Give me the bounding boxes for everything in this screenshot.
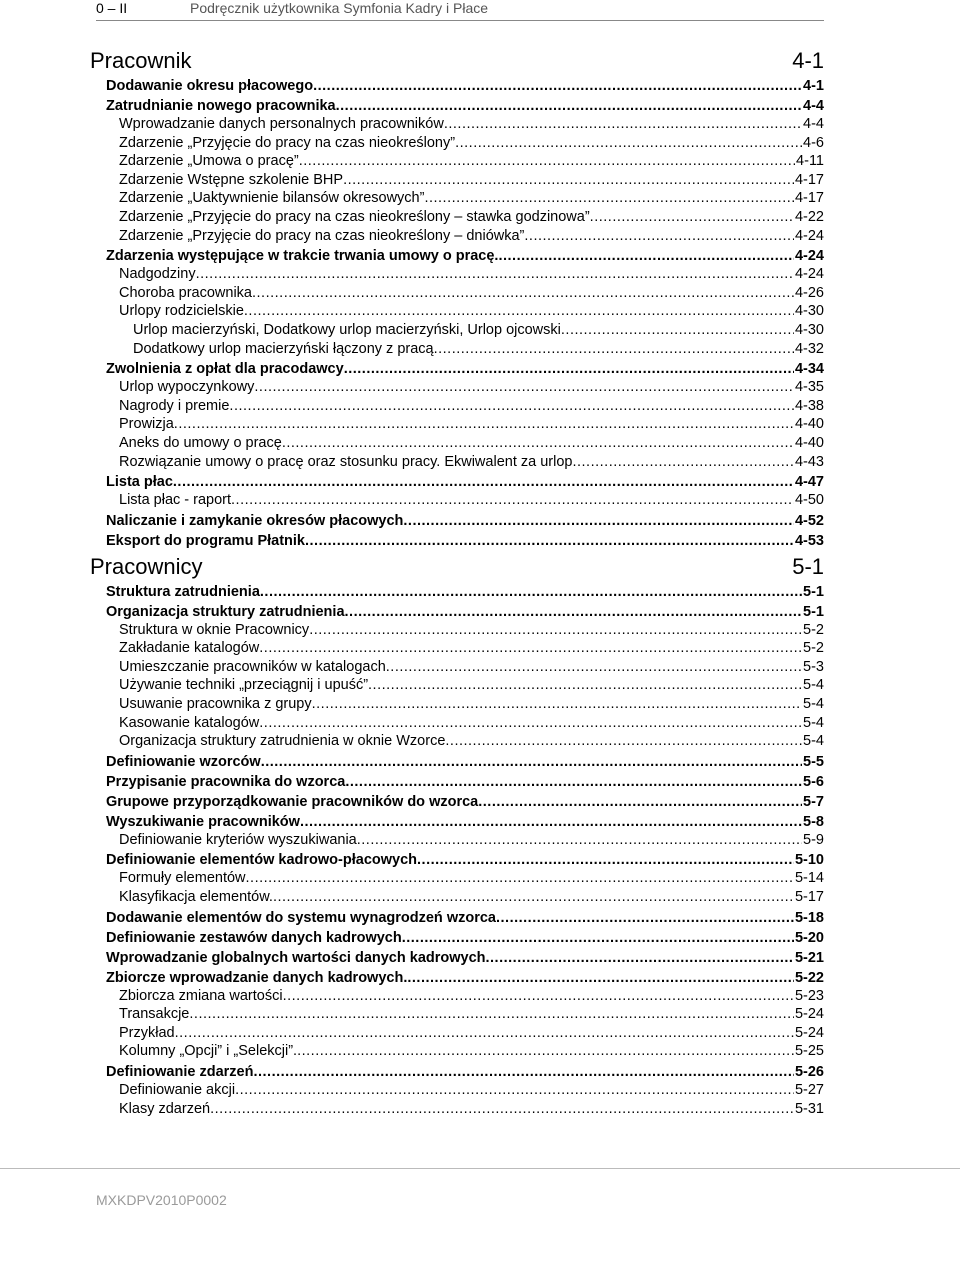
toc-entry-page: 5-8 (803, 813, 824, 830)
toc-dot-leader (254, 378, 794, 397)
toc-entry-title: Dodatkowy urlop macierzyński łączony z pracą (133, 340, 434, 357)
toc-dot-leader (345, 604, 803, 621)
toc-dot-leader (229, 397, 794, 416)
toc-entry[interactable] (90, 1005, 824, 1024)
toc-entry[interactable] (90, 714, 824, 733)
toc-entry-title: Grupowe przyporządkowanie pracowników do wzorca (106, 793, 479, 810)
toc-entry-title: Transakcje (119, 1006, 190, 1023)
page-header (96, 0, 824, 24)
toc-entry-title: Naliczanie i zamykanie okresów płacowych (106, 512, 404, 529)
toc-entry[interactable] (90, 208, 824, 227)
toc-dot-leader (175, 1024, 794, 1043)
toc-entry[interactable] (90, 1024, 824, 1043)
toc-dot-leader (444, 115, 802, 134)
toc-entry[interactable] (90, 852, 824, 869)
toc-entry[interactable] (90, 1081, 824, 1100)
toc-entry[interactable] (90, 621, 824, 640)
toc-entry-page: 4-30 (794, 303, 824, 320)
toc-entry[interactable] (90, 910, 824, 927)
toc-entry[interactable] (90, 284, 824, 303)
toc-dot-leader (336, 98, 802, 115)
toc-entry-title: Nadgodziny (119, 266, 196, 283)
header-page-number: 0 – II (96, 0, 128, 16)
toc-dot-leader (173, 474, 794, 491)
toc-entry-page: 5-22 (794, 969, 824, 986)
toc-entry-page: 5-17 (794, 889, 824, 906)
toc-entry-page: 5-25 (794, 1043, 824, 1060)
toc-entry-page: 4-17 (794, 171, 824, 188)
toc-dot-leader (309, 621, 802, 640)
toc-dot-leader (210, 1100, 794, 1119)
toc-entry-page: 4-32 (794, 340, 824, 357)
toc-dot-leader (344, 361, 794, 378)
toc-entry-title: Formuły elementów (119, 870, 246, 887)
toc-entry-page: 4-24 (794, 266, 824, 283)
toc-entry-title: Pracownik (90, 48, 192, 73)
toc-chapter-entry[interactable] (90, 554, 824, 580)
toc-entry[interactable] (90, 774, 824, 791)
toc-entry-page: 5-27 (794, 1082, 824, 1098)
toc-entry-page: 4-50 (794, 492, 824, 509)
toc-dot-leader (345, 774, 802, 791)
toc-entry-page: 4-53 (794, 532, 824, 549)
toc-entry[interactable] (90, 888, 824, 907)
toc-entry-page: 5-20 (794, 929, 824, 946)
toc-entry-title: Kasowanie katalogów (119, 714, 260, 731)
toc-entry[interactable] (90, 134, 824, 153)
toc-entry-title: Definiowanie kryteriów wyszukiwania (119, 831, 357, 848)
toc-entry[interactable] (90, 831, 824, 850)
toc-entry-title: Struktura w oknie Pracownicy (119, 621, 310, 638)
toc-entry-title: Prowizja (119, 416, 174, 433)
toc-dot-leader (235, 1081, 794, 1100)
toc-entry-title: Definiowanie wzorców (106, 753, 261, 770)
footer-rule (0, 1168, 960, 1169)
toc-dot-leader (486, 950, 794, 967)
toc-entry[interactable] (90, 814, 824, 831)
toc-entry[interactable] (90, 115, 824, 134)
toc-dot-leader (259, 714, 802, 733)
toc-entry-page: 4-40 (794, 434, 824, 451)
toc-entry-title: Urlop macierzyński, Dodatkowy urlop macierzyński, Urlop ojcowski (133, 321, 561, 338)
table-of-contents (90, 44, 824, 1118)
toc-dot-leader (403, 513, 794, 530)
toc-dot-leader (312, 695, 802, 714)
toc-entry[interactable] (90, 340, 824, 359)
toc-dot-leader (455, 134, 802, 153)
toc-entry-page: 4-43 (794, 453, 824, 470)
toc-entry[interactable] (90, 1042, 824, 1061)
toc-entry-title: Używanie techniki „przeciągnij i upuść” (119, 677, 369, 694)
toc-entry[interactable] (90, 950, 824, 967)
toc-dot-leader (478, 794, 802, 811)
toc-entry-page: 5-1 (803, 603, 824, 620)
toc-entry-page: 5-9 (803, 831, 824, 848)
toc-entry-page: 4-24 (794, 227, 824, 244)
toc-entry-page: 5-7 (803, 793, 824, 810)
toc-dot-leader (252, 284, 794, 303)
toc-entry[interactable] (90, 415, 824, 434)
toc-entry-page: 4-26 (794, 284, 824, 301)
toc-entry-title: Definiowanie elementów kadrowo-płacowych (106, 852, 418, 869)
toc-dot-leader (386, 658, 802, 677)
toc-entry-page: 5-31 (794, 1100, 824, 1117)
toc-dot-leader (343, 171, 794, 190)
toc-entry-title: Dodawanie okresu płacowego (106, 78, 314, 94)
toc-dot-leader (297, 1042, 794, 1061)
toc-dot-leader (282, 434, 794, 453)
toc-entry-page: 4-40 (794, 416, 824, 433)
toc-entry-title: Definiowanie zestawów danych kadrowych (106, 929, 402, 946)
toc-entry-title: Zwolnienia z opłat dla pracodawcy (106, 361, 344, 378)
toc-entry[interactable] (90, 930, 824, 947)
toc-entry[interactable] (90, 474, 824, 491)
toc-entry-page: 5-18 (794, 909, 824, 926)
toc-entry-page: 5-10 (794, 852, 824, 869)
toc-entry-title: Zbiorcze wprowadzanie danych kadrowych. (106, 969, 408, 986)
toc-entry-title: Lista płac (106, 474, 173, 491)
toc-entry-page: 5-24 (794, 1024, 824, 1041)
toc-dot-leader (572, 453, 794, 472)
toc-entry-page: 4-6 (803, 134, 824, 151)
toc-entry-title: Urlop wypoczynkowy (119, 379, 255, 396)
toc-entry-title: Organizacja struktury zatrudnienia (106, 603, 345, 620)
toc-entry-page: 4-4 (803, 116, 824, 132)
toc-entry[interactable] (90, 453, 824, 472)
toc-entry-title: Aneks do umowy o pracę (119, 434, 282, 451)
toc-entry-title: Nagrody i premie (119, 397, 230, 414)
toc-entry[interactable] (90, 970, 824, 987)
toc-dot-leader (261, 754, 802, 771)
toc-dot-leader (246, 869, 794, 888)
toc-dot-leader (283, 987, 794, 1006)
toc-entry[interactable] (90, 171, 824, 190)
toc-dot-leader (259, 639, 802, 658)
toc-entry-title: Umieszczanie pracowników w katalogach (119, 658, 386, 675)
toc-entry-page: 5-5 (803, 753, 824, 770)
toc-entry-page: 5-24 (794, 1006, 824, 1023)
toc-entry-page: 5-4 (803, 696, 824, 713)
toc-entry-title: Definiowanie zdarzeń (106, 1064, 254, 1080)
toc-entry-page: 5-4 (803, 677, 824, 694)
toc-entry[interactable] (90, 302, 824, 321)
toc-entry-title: Wprowadzanie globalnych wartości danych kadrowych (106, 949, 486, 966)
toc-entry-page: 4-24 (794, 248, 824, 265)
toc-entry-page: 4-34 (794, 361, 824, 378)
toc-dot-leader (313, 78, 802, 95)
toc-entry-page: 5-4 (803, 733, 824, 750)
header-rule (96, 20, 824, 21)
toc-entry[interactable] (90, 78, 824, 95)
toc-entry[interactable] (90, 265, 824, 284)
toc-dot-leader (300, 814, 802, 831)
toc-dot-leader (498, 248, 794, 265)
toc-entry[interactable] (90, 189, 824, 208)
toc-entry-page: 4-22 (794, 208, 824, 225)
toc-entry-title: Zdarzenie „Umowa o pracę” (119, 153, 299, 170)
toc-entry[interactable] (90, 152, 824, 171)
toc-entry-title: Zdarzenie „Przyjęcie do pracy na czas nieokreślony – stawka godzinowa” (119, 208, 590, 225)
toc-entry-title: Choroba pracownika (119, 284, 252, 301)
toc-entry[interactable] (90, 604, 824, 621)
toc-entry[interactable] (90, 987, 824, 1006)
toc-entry-title: Zdarzenia występujące w trakcie trwania umowy o pracę. (106, 248, 499, 265)
toc-chapter-entry[interactable] (90, 48, 824, 74)
toc-entry-title: Zdarzenie „Przyjęcie do pracy na czas nieokreślony” (119, 134, 456, 151)
toc-entry[interactable] (90, 676, 824, 695)
toc-dot-leader (496, 910, 794, 927)
toc-entry[interactable] (90, 378, 824, 397)
toc-entry-page: 5-1 (803, 583, 824, 600)
toc-entry-title: Przykład (119, 1024, 175, 1041)
toc-entry-page: 5-4 (803, 714, 824, 731)
toc-entry[interactable] (90, 491, 824, 510)
toc-entry-title: Klasyfikacja elementów. (119, 889, 273, 906)
toc-entry-page: 5-6 (803, 773, 824, 790)
toc-entry[interactable] (90, 754, 824, 771)
toc-dot-leader (174, 415, 794, 434)
toc-dot-leader (407, 970, 794, 987)
toc-entry-page: 4-30 (794, 321, 824, 338)
toc-entry-page: 5-3 (803, 658, 824, 675)
toc-entry-title: Przypisanie pracownika do wzorca (106, 773, 346, 790)
toc-entry-page: 5-26 (794, 1064, 824, 1080)
toc-dot-leader (244, 302, 794, 321)
toc-dot-leader (434, 340, 794, 359)
toc-dot-leader (561, 321, 794, 340)
toc-entry-page: 5-2 (803, 621, 824, 638)
toc-entry[interactable] (90, 513, 824, 530)
toc-dot-leader (273, 888, 794, 907)
toc-entry-page: 5-1 (792, 553, 824, 579)
toc-entry-page: 5-2 (803, 640, 824, 657)
toc-entry-page: 4-52 (794, 512, 824, 529)
toc-entry[interactable] (90, 227, 824, 246)
toc-dot-leader (299, 152, 795, 171)
toc-entry[interactable] (90, 695, 824, 714)
toc-dot-leader (445, 732, 802, 751)
toc-entry-title: Lista płac - raport (119, 492, 232, 509)
toc-entry-title: Struktura zatrudnienia (106, 583, 260, 600)
header-title: Podręcznik użytkownika Symfonia Kadry i Płace (190, 0, 489, 16)
toc-entry-page: 4-1 (803, 78, 824, 94)
toc-dot-leader (524, 227, 794, 246)
toc-entry-page: 4-11 (796, 153, 824, 170)
toc-dot-leader (189, 1005, 794, 1024)
toc-dot-leader (231, 491, 794, 510)
toc-dot-leader (196, 265, 794, 284)
toc-entry[interactable] (90, 397, 824, 416)
toc-dot-leader (402, 930, 794, 947)
toc-entry-title: Zdarzenie „Przyjęcie do pracy na czas nieokreślony – dniówka” (119, 227, 525, 244)
toc-entry[interactable] (90, 658, 824, 677)
toc-entry[interactable] (90, 1100, 824, 1119)
toc-entry-page: 4-4 (803, 98, 824, 114)
toc-entry-title: Pracownicy (90, 553, 203, 579)
toc-entry-page: 4-1 (792, 48, 824, 73)
toc-entry-title: Urlopy rodzicielskie (119, 303, 244, 320)
toc-dot-leader (260, 584, 802, 601)
toc-entry[interactable] (90, 732, 824, 751)
toc-entry[interactable] (90, 98, 824, 115)
toc-entry[interactable] (90, 584, 824, 601)
toc-entry-title: Zdarzenie Wstępne szkolenie BHP (119, 171, 344, 188)
toc-entry-title: Definiowanie akcji (119, 1082, 236, 1098)
toc-entry-title: Rozwiązanie umowy o pracę oraz stosunku pracy. Ekwiwalent za urlop (119, 453, 573, 470)
toc-dot-leader (357, 831, 802, 850)
toc-entry-page: 5-21 (794, 949, 824, 966)
toc-entry-page: 5-23 (794, 987, 824, 1004)
toc-entry-title: Klasy zdarzeń (119, 1100, 211, 1117)
toc-entry[interactable] (90, 1064, 824, 1081)
toc-entry-title: Zdarzenie „Uaktywnienie bilansów okresowych” (119, 190, 425, 207)
toc-dot-leader (590, 208, 794, 227)
toc-entry[interactable] (90, 361, 824, 378)
toc-entry-page: 5-14 (794, 870, 824, 887)
toc-entry[interactable] (90, 794, 824, 811)
toc-entry-title: Dodawanie elementów do systemu wynagrodzeń wzorca (106, 909, 496, 926)
toc-entry-title: Kolumny „Opcji” i „Selekcji”. (119, 1043, 298, 1060)
toc-entry-title: Zakładanie katalogów (119, 640, 260, 657)
toc-entry-title: Eksport do programu Płatnik (106, 532, 305, 549)
toc-entry-page: 4-47 (794, 474, 824, 491)
toc-entry-title: Wprowadzanie danych personalnych pracowników (119, 116, 444, 132)
toc-entry-page: 4-38 (794, 397, 824, 414)
toc-entry[interactable] (90, 869, 824, 888)
toc-entry-title: Organizacja struktury zatrudnienia w oknie Wzorce (119, 733, 446, 750)
toc-dot-leader (305, 533, 794, 550)
toc-entry-title: Usuwanie pracownika z grupy (119, 696, 312, 713)
toc-dot-leader (417, 852, 794, 869)
toc-entry-title: Zbiorcza zmiana wartości (119, 987, 283, 1004)
toc-dot-leader (253, 1064, 794, 1081)
toc-entry-title: Zatrudnianie nowego pracownika (106, 98, 336, 114)
toc-entry[interactable] (90, 533, 824, 550)
toc-entry-page: 4-17 (794, 190, 824, 207)
footer-document-code: MXKDPV2010P0002 (96, 1192, 227, 1208)
toc-entry-title: Wyszukiwanie pracowników (106, 813, 300, 830)
toc-dot-leader (368, 676, 802, 695)
toc-entry[interactable] (90, 434, 824, 453)
toc-dot-leader (424, 189, 794, 208)
toc-entry-page: 4-35 (794, 379, 824, 396)
toc-entry[interactable] (90, 248, 824, 265)
toc-entry[interactable] (90, 321, 824, 340)
toc-entry[interactable] (90, 639, 824, 658)
